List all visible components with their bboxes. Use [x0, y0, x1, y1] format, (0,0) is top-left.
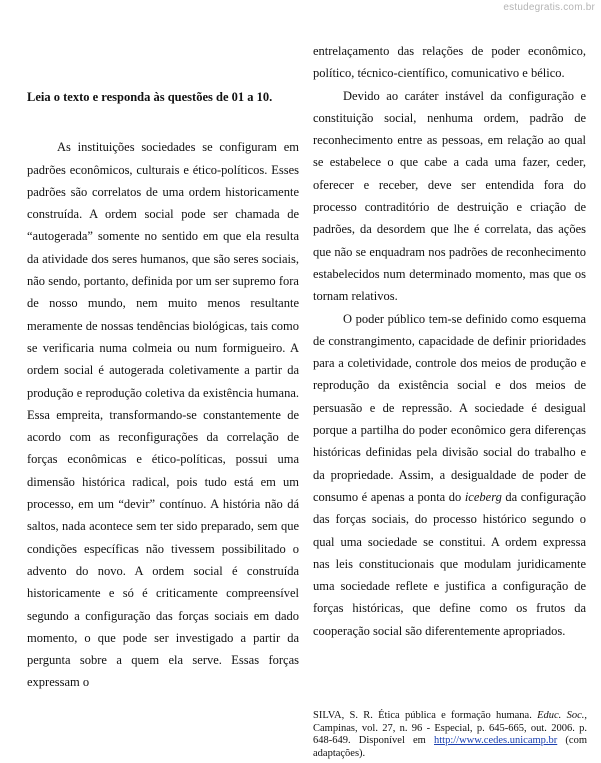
- paragraph-1: As instituições sociedades se configuram em padrões econômicos, culturais e ético-políticos. Esses padrões são correlatos de uma ordem historicamente construída. A ordem social pode ser chamada de “autogerada” somente no sentido em que ela resulta da atividade dos seres humanos, que são seres sociais, não sendo, portanto, definida por um ser supremo fora de nosso mundo, nem muito menos resultante meramente de nossas tendências biológicas, tais como se verificaria numa colmeia ou num formigueiro. A ordem social é autogerada coletivamente a partir da produção e reprodução coletiva da existência humana. Essa empreita, transformando-se constantemente de acordo com as reconfigurações da correlação de forças econômicas e ético-políticas, possui uma dimensão histórica radical, pois tudo está em um processo, em um “devir” contínuo. A história não dá saltos, nada acontece sem ter sido preparado, sem que condições específicas não tivessem possibilitado o advento do novo. A ordem social é construída historicamente e só é criticamente compreensível segundo a configuração das forças sociais em dado momento, o que pode ser investigado a partir da pergunta sobre a quem ela serve. Essas forças expressam o: [27, 140, 299, 690]
- paragraph-2: Devido ao caráter instável da configuração e constituição social, nenhuma ordem, padrão de reconhecimento entre as pessoas, em relação ao qual se estabelece o que cabe a cada uma fazer, ceder, oferecer e receber, deve ser entendida fora do processo contraditório de destruição e criação de padrões, da desordem que lhe é correlata, das ações que não se enquadram nos padrões de reconhecimento estabelecidos num determinado momento, mas que os tornam relativos.: [313, 88, 586, 304]
- paragraph-3: [313, 308, 586, 642]
- citation-journal: Educ. Soc.: [537, 710, 585, 721]
- right-column: [313, 40, 586, 642]
- citation-adaptations: (com adaptações).: [313, 735, 587, 759]
- paragraph-3-text-a: O poder público tem-se definido como esquema de constrangimento, capacidade de definir prioridades para a coletividade, controle dos meios de produção e reprodução da existência social e dos meios de persuasão e de repressão. A sociedade é desigual porque a partilha do poder econômico gera diferenças históricas definidas pela divisão social do trabalho e da propriedade. Assim, a desigualdade de poder de consumo é apenas a ponta do: [313, 311, 586, 504]
- iceberg-italic: iceberg: [464, 489, 502, 504]
- left-column: [27, 86, 299, 694]
- citation-author-title: SILVA, S. R. Ética pública e formação humana.: [313, 710, 538, 721]
- watermark: estudegratis.com.br: [503, 2, 595, 13]
- citation: [313, 710, 587, 760]
- paragraph-1-continuation: entrelaçamento das relações de poder econômico, político, técnico-científico, comunicativo e bélico.: [313, 44, 586, 81]
- instruction-heading: Leia o texto e responda às questões de 01 a 10.: [27, 90, 273, 104]
- citation-link[interactable]: http://www.cedes.unicamp.br: [434, 735, 558, 747]
- paragraph-3-text-b: da configuração das forças sociais, do processo histórico segundo o qual uma sociedade se constitui. A ordem expressa nas leis constitucionais que modulam juridicamente uma sociedade reflete e justifica a configuração de forças históricas, que define como os frutos da cooperação social são diferentemente apropriados.: [313, 489, 586, 638]
- citation-details: , Campinas, vol. 27, n. 96 - Especial, p. 645-665, out. 2006. p. 648-649. Disponível em: [313, 710, 587, 747]
